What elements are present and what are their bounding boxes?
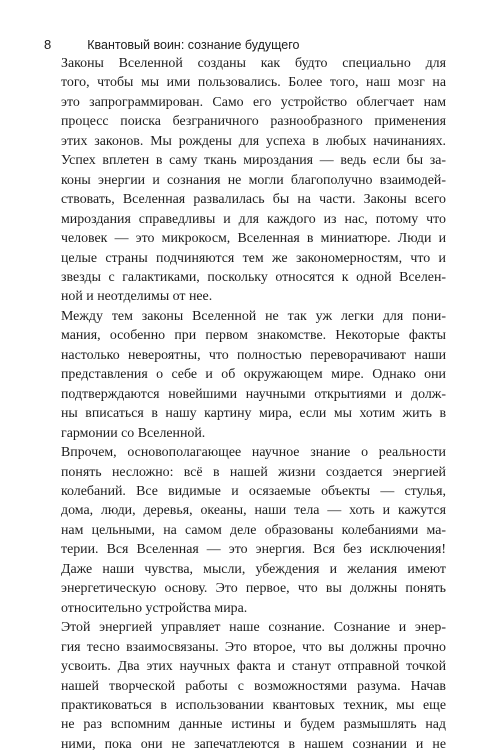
text-line: этих законов. Мы рождены для успеха в любых начинаниях. bbox=[61, 133, 446, 149]
text-line: нашей творческой работы с возможностями разума. Начав bbox=[61, 678, 446, 694]
text-line: ны вписаться в нашу картину мира, если мы хотим жить в bbox=[61, 406, 446, 422]
text-line: представления о себе и об окружающем мире. Однако они bbox=[61, 367, 446, 383]
paragraph-2 bbox=[44, 307, 446, 443]
running-title: Квантовый воин: сознание будущего bbox=[87, 38, 300, 52]
text-line: целые страны подчиняются тем же закономерностям, что и bbox=[61, 250, 446, 266]
paragraph-3 bbox=[44, 443, 446, 618]
text-line: Между тем законы Вселенной не так уж легки для пони- bbox=[61, 308, 446, 324]
text-line: звезды с галактиками, поскольку относятся к одной Вселен- bbox=[61, 269, 446, 285]
text-line: мироздания справедливы и для каждого из нас, потому что bbox=[61, 211, 446, 227]
text-line: Даже наши чувства, мысли, убеждения и желания имеют bbox=[61, 561, 446, 577]
text-line: ними, пока они не запечатлеются в нашем сознании и не bbox=[61, 736, 446, 752]
text-line: нам цельными, на самом деле образованы колебаниями ма- bbox=[61, 522, 446, 538]
text-line: дома, люди, деревья, океаны, наши тела — хоть и кажутся bbox=[61, 503, 446, 519]
text-line: Впрочем, основополагающее научное знание о реальности bbox=[61, 445, 446, 461]
text-line: терии. Вся Вселенная — это энергия. Вся без исключения! bbox=[61, 542, 446, 558]
text-line: настолько невероятны, что полностью переворачивают наши bbox=[61, 347, 446, 363]
text-line: человек — это микрокосм, Вселенная в миниатюре. Люди и bbox=[61, 231, 446, 247]
text-line: ной и неотделимы от нее. bbox=[61, 289, 213, 305]
text-line: ствовать, Вселенная развалилась бы на части. Законы всего bbox=[61, 192, 446, 208]
paragraph-1 bbox=[44, 54, 446, 307]
paragraph-4 bbox=[44, 618, 446, 754]
page-number: 8 bbox=[44, 37, 52, 52]
text-line: коны энергии и сознания не могли благополучно взаимодей- bbox=[61, 172, 446, 188]
text-line: процесс поиска безграничного разнообразного применения bbox=[61, 114, 446, 130]
text-line: гия тесно взаимосвязаны. Это второе, что вы должны прочно bbox=[61, 639, 446, 655]
text-line: подтверждаются новейшими научными открытиями и долж- bbox=[61, 386, 446, 402]
text-line: понять несложно: всё в нашей жизни создается энергией bbox=[61, 464, 446, 480]
text-line: не раз вспомним данные истины и будем размышлять над bbox=[61, 717, 446, 733]
text-line: Этой энергией управляет наше сознание. Сознание и энер- bbox=[61, 620, 446, 636]
text-line: Законы Вселенной созданы как будто специально для bbox=[61, 56, 446, 71]
text-line: колебаний. Все видимые и осязаемые объекты — стулья, bbox=[61, 483, 446, 499]
text-line: энергетическую основу. Это первое, что вы должны понять bbox=[61, 581, 446, 597]
text-line: относительно устройства мира. bbox=[61, 600, 248, 616]
text-line: мания, особенно при первом знакомстве. Некоторые факты bbox=[61, 328, 446, 344]
text-line: усвоить. Два этих научных факта и станут отправной точкой bbox=[61, 659, 446, 675]
page-body bbox=[44, 54, 446, 754]
text-line: Успех вплетен в саму ткань мироздания — ведь если бы за- bbox=[61, 153, 446, 169]
text-line: практиковаться в использовании квантовых техник, мы еще bbox=[61, 697, 446, 713]
text-line: гармонии со Вселенной. bbox=[61, 425, 206, 441]
text-line: это запрограммирован. Само его устройство облегчает нам bbox=[61, 94, 446, 110]
running-header bbox=[44, 37, 299, 53]
text-line: того, чтобы мы ими пользовались. Более того, наш мозг на bbox=[61, 75, 446, 91]
